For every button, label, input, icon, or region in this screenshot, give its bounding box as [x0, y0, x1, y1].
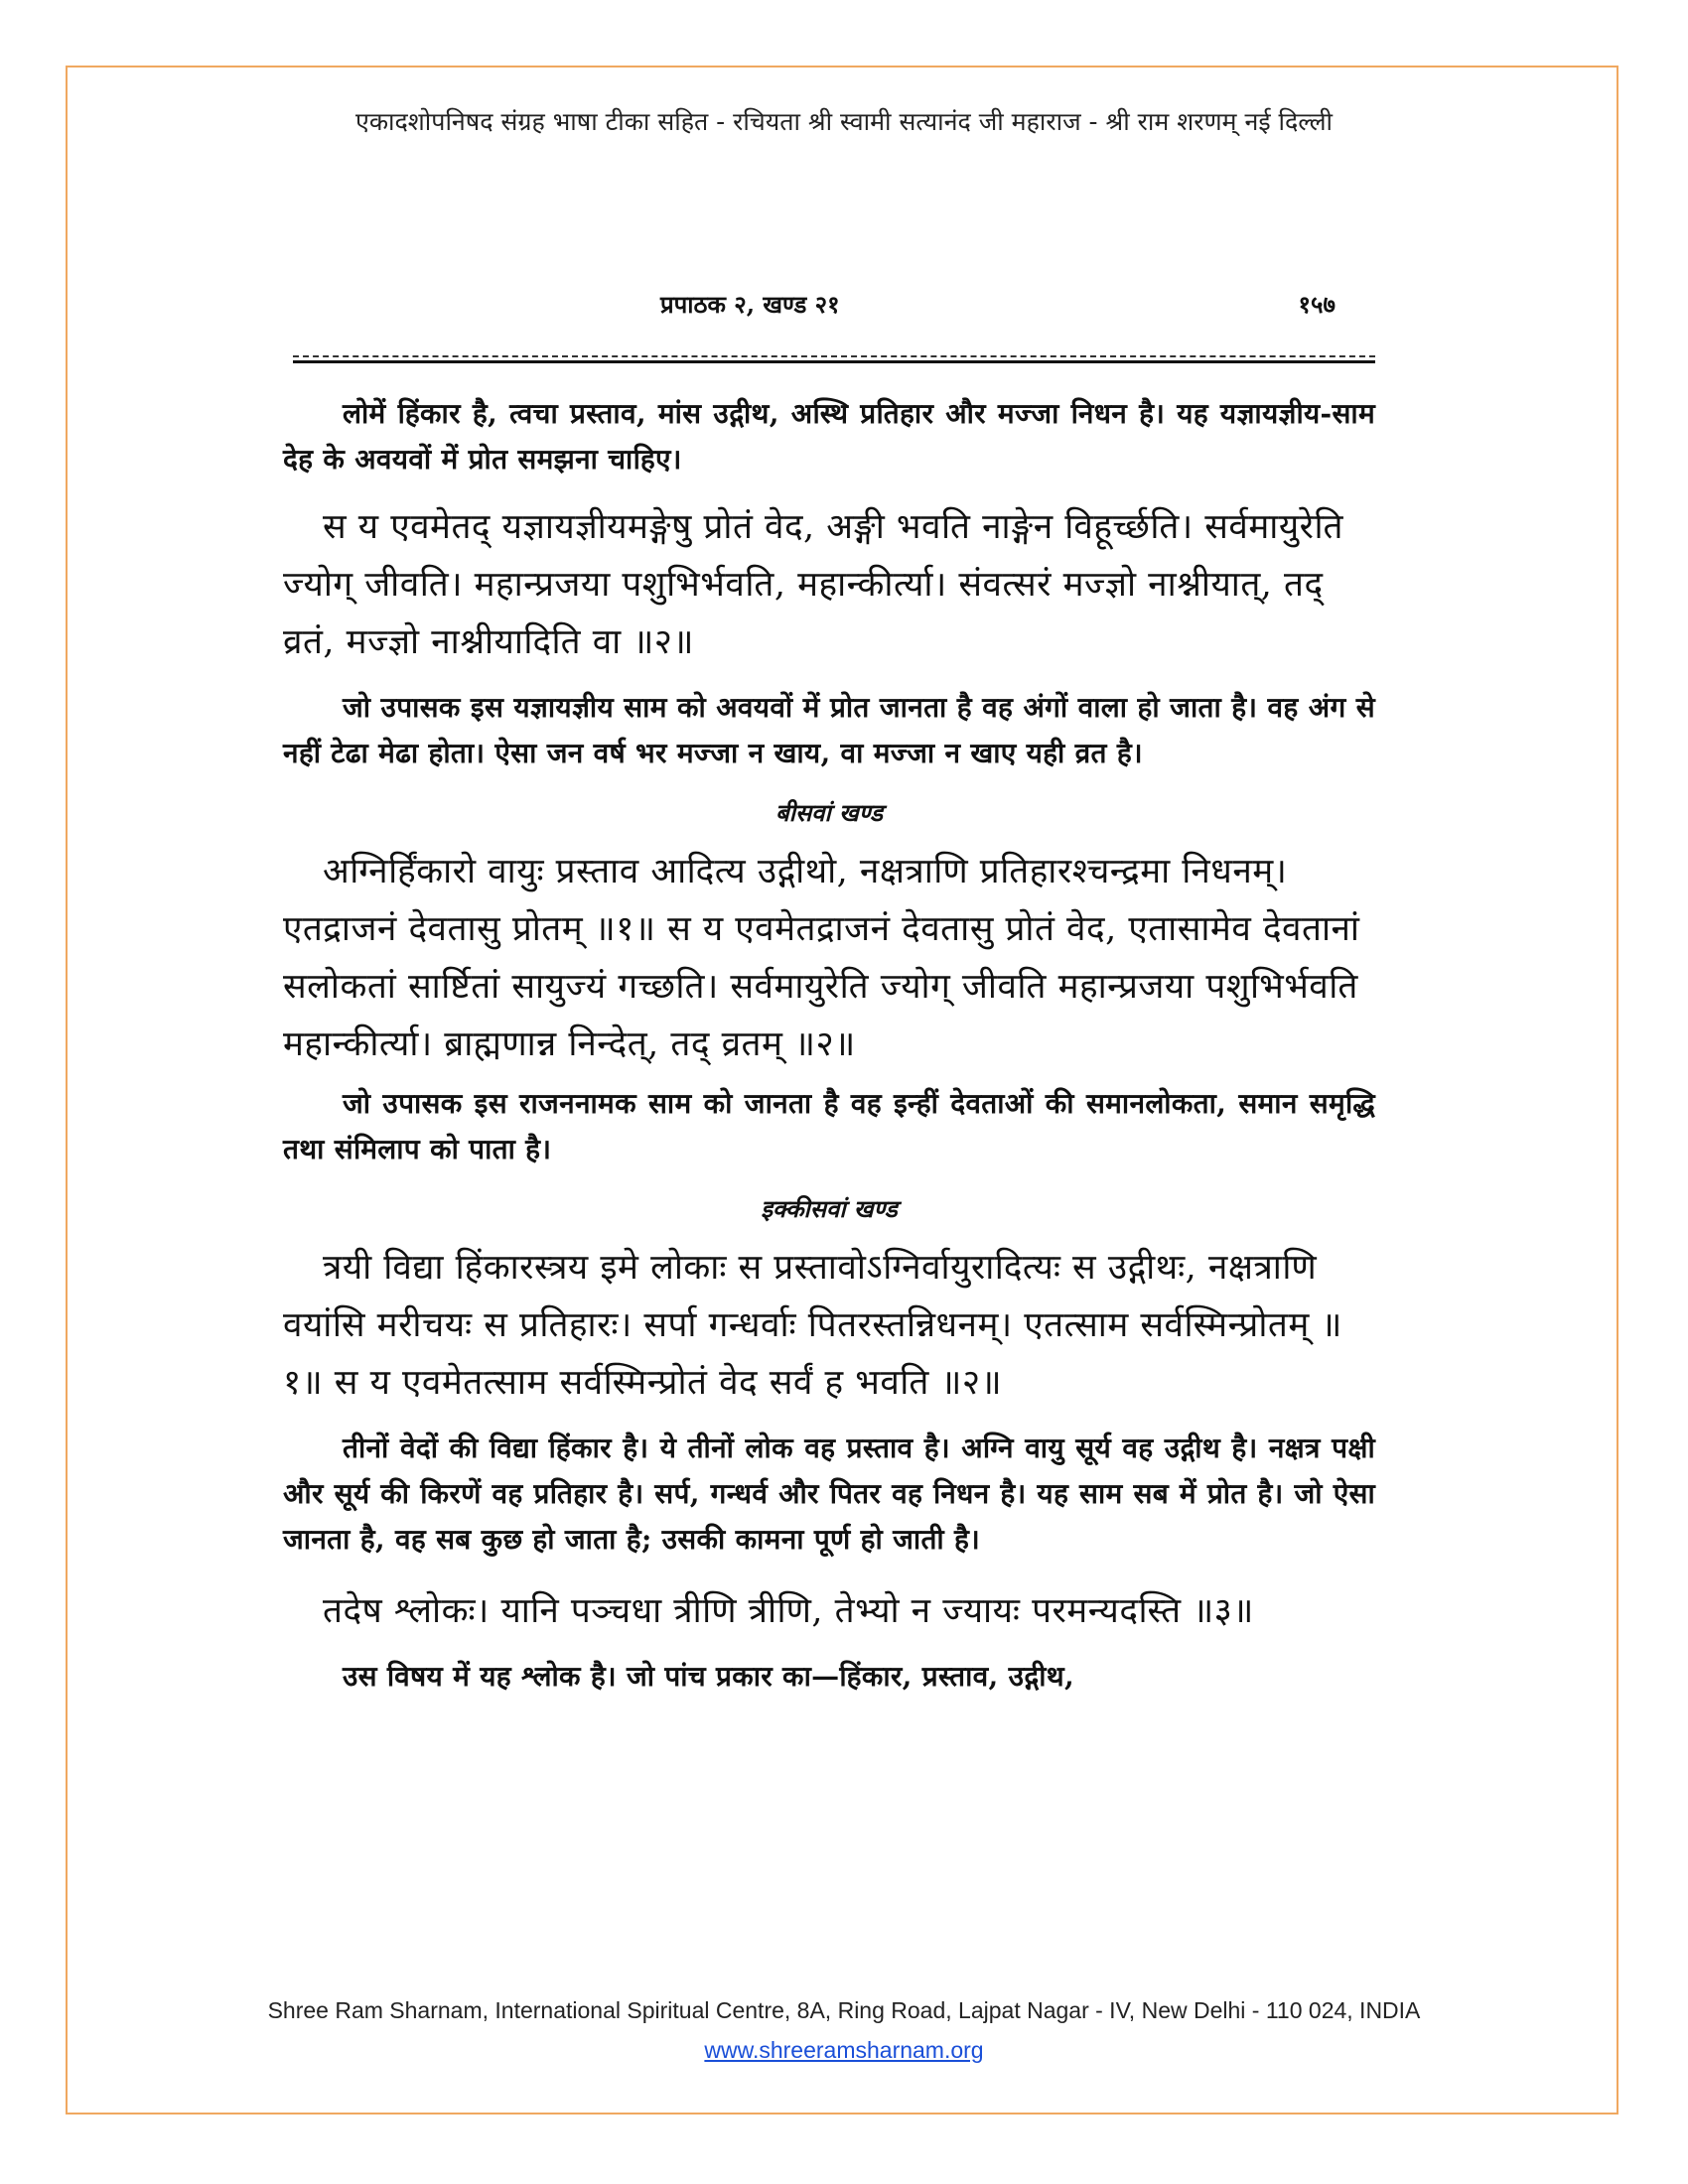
section-title-21: इक्कीसवां खण्ड — [761, 1194, 898, 1223]
commentary-paragraph-2: जो उपासक इस यज्ञायज्ञीय साम को अवयवों में प्रोत जानता है वह अंगों वाला हो जाता है। वह अंग से नहीं टेढा मेढा होता। ऐसा जन वर्ष भर मज्जा न खाय, वा मज्जा न खाए यही व्रत है। — [283, 691, 1375, 769]
commentary-paragraph-1: लोमें हिंकार है, त्वचा प्रस्ताव, मांस उद्गीथ, अस्थि प्रतिहार और मज्जा निधन है। यह यज्ञायज्ञीय-साम देह के अवयवों में प्रोत समझना चाहिए। — [283, 397, 1375, 476]
verse-1: स य एवमेतद् यज्ञायज्ञीयमङ्गेषु प्रोतं वेद, अङ्गी भवति नाङ्गेन विहूर्च्छति। सर्वमायुरेति ज्योग् जीवति। महान्प्रजया पशुभिर्भवति, महान्कीर्त्या। संवत्सरं मज्ज्ञो नाश्नीयात्, तद् व्रतं, मज्ज्ञो नाश्नीयादिति वा ॥२॥ — [283, 507, 1343, 662]
website-link[interactable]: www.shreeramsharnam.org — [704, 2037, 984, 2063]
footer-website — [0, 2037, 1688, 2064]
commentary-paragraph-3: जो उपासक इस राजननामक साम को जानता है वह इन्हीं देवताओं की समानलोकता, समान समृद्धि तथा संमिलाप को पाता है। — [283, 1087, 1375, 1165]
header-rule — [293, 355, 1375, 363]
footer-address: Shree Ram Sharnam, International Spiritual Centre, 8A, Ring Road, Lajpat Nagar - IV, New Delhi - 110 024, INDIA — [267, 1997, 1421, 2023]
verse-4: तदेष श्लोकः। यानि पञ्चधा त्रीणि त्रीणि, तेभ्यो न ज्यायः परमन्यदस्ति ॥३॥ — [323, 1591, 1254, 1631]
page-header: एकादशोपनिषद संग्रह भाषा टीका सहित - रचियता श्री स्वामी सत्यानंद जी महाराज - श्री राम शरणम् नई दिल्ली — [355, 107, 1333, 136]
commentary-paragraph-4: तीनों वेदों की विद्या हिंकार है। ये तीनों लोक वह प्रस्ताव है। अग्नि वायु सूर्य वह उद्गीथ है। नक्षत्र पक्षी और सूर्य की किरणें वह प्रतिहार है। सर्प, गन्धर्व और पितर वह निधन है। यह साम सब में प्रोत है। जो ऐसा जानता है, वह सब कुछ हो जाता है; उसकी कामना पूर्ण हो जाती है। — [283, 1432, 1375, 1556]
scanned-page — [283, 288, 1375, 2015]
commentary-paragraph-5: उस विषय में यह श्लोक है। जो पांच प्रकार का—हिंकार, प्रस्ताव, उद्गीथ, — [343, 1660, 1075, 1693]
section-title-20: बीसवां खण्ड — [775, 798, 883, 827]
verse-3: त्रयी विद्या हिंकारस्त्रय इमे लोकाः स प्रस्तावोऽग्निर्वायुरादित्यः स उद्गीथः, नक्षत्राणि वयांसि मरीचयः स प्रतिहारः। सर्पा गन्धर्वाः पितरस्तन्निधनम्। एतत्साम सर्वस्मिन्प्रोतम् ॥१॥ स य एवमेतत्साम सर्वस्मिन्प्रोतं वेद सर्वं ह भवति ॥२॥ — [283, 1248, 1342, 1403]
running-head — [283, 288, 1375, 328]
page-number: १५७ — [1298, 290, 1336, 319]
verse-2: अग्निर्हिंकारो वायुः प्रस्ताव आदित्य उद्गीथो, नक्षत्राणि प्रतिहारश्चन्द्रमा निधनम्। एतद्राजनं देवतासु प्रोतम् ॥१॥ स य एवमेतद्राजनं देवतासु प्रोतं वेद, एतासामेव देवतानां सलोकतां सार्ष्टितां सायुज्यं गच्छति। सर्वमायुरेति ज्योग् जीवति महान्प्रजया पशुभिर्भवति महान्कीर्त्या। ब्राह्मणान्न निन्देत्, तद् व्रतम् ॥२॥ — [283, 852, 1360, 1064]
running-head-title: प्रपाठक २, खण्ड २१ — [660, 290, 840, 319]
